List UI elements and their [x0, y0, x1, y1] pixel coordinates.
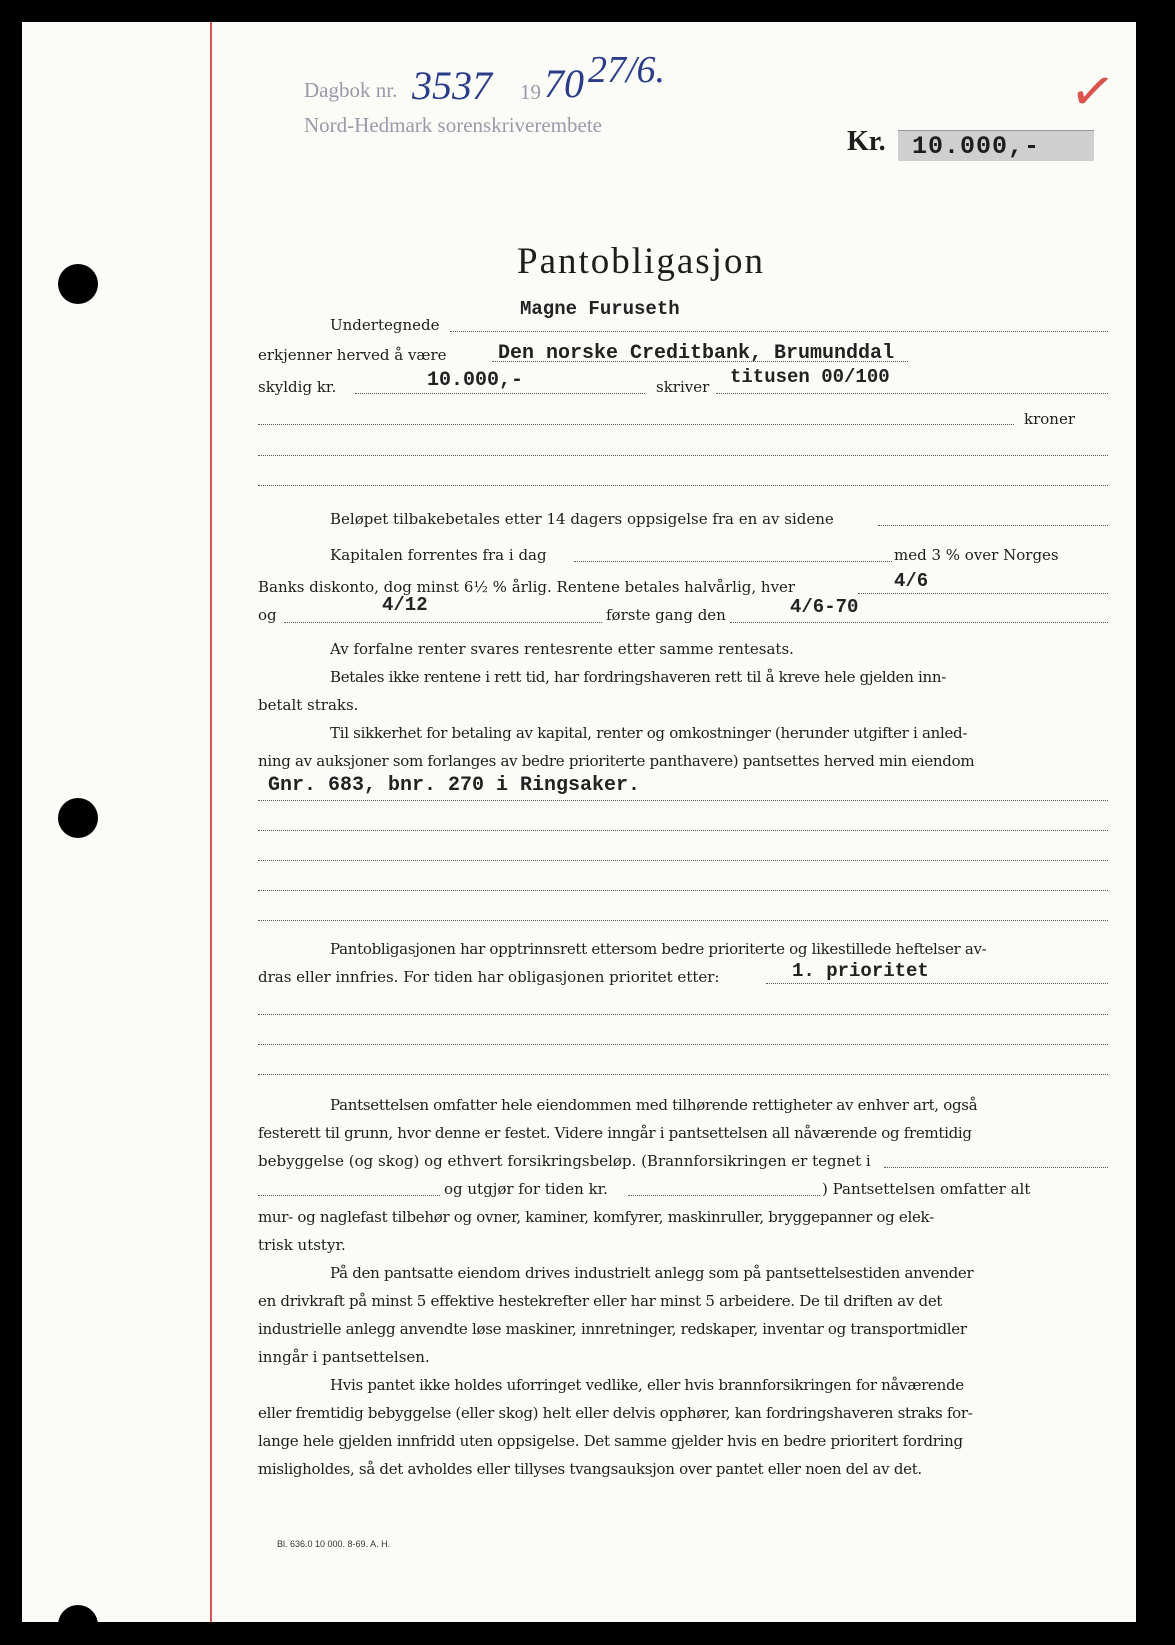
stamp-line1: Dagbok nr. — [304, 78, 398, 102]
body-text: Til sikkerhet for betaling av kapital, renter og omkostninger (herunder utgifter i anled- — [330, 724, 968, 742]
body-text: Pantsettelsen omfatter hele eiendommen med tilhørende rettigheter av enhver art, også — [330, 1096, 978, 1114]
dotted-line — [284, 622, 602, 623]
priority-value: 1. prioritet — [792, 960, 929, 982]
dotted-line — [258, 890, 1108, 891]
kroner-label: kroner — [1024, 410, 1075, 428]
dotted-line — [258, 830, 1108, 831]
dotted-line — [628, 1195, 820, 1196]
stamp-year-prefix: 19 — [520, 80, 541, 104]
dotted-line — [258, 424, 1014, 425]
stamp-number: 3537 — [412, 63, 492, 108]
stamp-line2: Nord-Hedmark sorenskriverembete — [304, 113, 602, 137]
body-text: mur- og naglefast tilbehør og ovner, kaminer, komfyrer, maskinruller, bryggepanner og elek- — [258, 1208, 934, 1226]
body-text: og — [258, 606, 277, 624]
dotted-line — [878, 525, 1108, 526]
body-text: Hvis pantet ikke holdes uforringet vedlike, eller hvis brannforsikringen for nåværende — [330, 1376, 964, 1394]
dotted-line — [258, 485, 1108, 486]
undertegnede-value: Magne Furuseth — [520, 298, 680, 320]
body-text: ) Pantsettelsen omfatter alt — [822, 1180, 1031, 1198]
body-text: ning av auksjoner som forlanges av bedre prioriterte panthavere) pantsettes herved min eiendom — [258, 752, 975, 770]
body-text: festerett til grunn, hvor denne er festet. Videre inngår i pantsettelsen all nåværende og fremtidig — [258, 1124, 972, 1142]
body-text: industrielle anlegg anvendte løse maskiner, innretninger, redskaper, inventar og transportmidler — [258, 1320, 967, 1338]
body-text: Kapitalen forrentes fra i dag — [330, 546, 547, 564]
body-text: misligholdes, så det avholdes eller tillyses tvangsauksjon over pantet eller noen del av det. — [258, 1460, 922, 1478]
amount-label: Kr. — [847, 126, 886, 157]
stamp-year: 70 — [544, 61, 584, 106]
dotted-line — [884, 1167, 1108, 1168]
body-text: og utgjør for tiden kr. — [444, 1180, 608, 1198]
rentedato-2: 4/12 — [382, 594, 428, 616]
dotted-line — [574, 561, 892, 562]
dotted-line — [450, 331, 1108, 332]
document-page — [22, 22, 1136, 1622]
property-value: Gnr. 683, bnr. 270 i Ringsaker. — [268, 774, 641, 797]
body-text: lange hele gjelden innfridd uten oppsigelse. Det samme gjelder hvis en bedre prioritert fordring — [258, 1432, 963, 1450]
skyldig-value: 10.000,- — [427, 369, 524, 392]
rentedato-1: 4/6 — [894, 570, 929, 592]
punch-hole — [58, 1605, 98, 1645]
body-text: På den pantsatte eiendom drives industrielt anlegg som på pantsettelsestiden anvender — [330, 1264, 974, 1282]
body-text: Banks diskonto, dog minst 6½ % årlig. Rentene betales halvårlig, hver — [258, 578, 796, 596]
body-text: Beløpet tilbakebetales etter 14 dagers oppsigelse fra en av sidene — [330, 510, 834, 528]
punch-hole — [58, 798, 98, 838]
dotted-line — [258, 455, 1108, 456]
dotted-line — [258, 800, 1108, 801]
dotted-line — [258, 1014, 1108, 1015]
stamp-date: 27/6. — [588, 49, 666, 91]
dotted-line — [730, 622, 1108, 623]
body-text: en drivkraft på minst 5 effektive hestekrefter eller har minst 5 arbeidere. De til driften av det — [258, 1292, 943, 1310]
punch-hole — [58, 264, 98, 304]
body-text: første gang den — [606, 606, 726, 624]
skyldig-label: skyldig kr. — [258, 378, 337, 396]
red-margin-line — [210, 22, 212, 1622]
dotted-line — [258, 1074, 1108, 1075]
body-text: trisk utstyr. — [258, 1236, 346, 1254]
body-text: inngår i pantsettelsen. — [258, 1348, 430, 1366]
dotted-line — [858, 593, 1108, 594]
dotted-line — [258, 1195, 440, 1196]
body-text: eller fremtidig bebyggelse (eller skog) helt eller delvis opphører, kan fordringshaveren straks for- — [258, 1404, 973, 1422]
document-title: Pantobligasjon — [517, 241, 765, 282]
body-text: betalt straks. — [258, 696, 359, 714]
dotted-line — [716, 393, 1108, 394]
body-text: Av forfalne renter svares rentesrente etter samme rentesats. — [330, 640, 794, 658]
body-text: Betales ikke rentene i rett tid, har fordringshaveren rett til å kreve hele gjelden inn- — [330, 668, 947, 686]
dotted-line — [355, 393, 645, 394]
form-footer: Bl. 636.0 10 000. 8-69. A. H. — [277, 1539, 391, 1549]
red-check-mark-icon: ✓ — [1065, 59, 1120, 125]
dotted-line — [258, 860, 1108, 861]
skriver-value: titusen 00/100 — [730, 366, 890, 388]
body-text: bebyggelse (og skog) og ethvert forsikringsbeløp. (Brannforsikringen er tegnet i — [258, 1152, 871, 1170]
amount-value: 10.000,- — [912, 132, 1041, 161]
body-text: dras eller innfries. For tiden har obligasjonen prioritet etter: — [258, 968, 720, 986]
body-text: med 3 % over Norges — [894, 546, 1059, 564]
body-text: Pantobligasjonen har opptrinnsrett ettersom bedre prioriterte og likestillede heftelser av- — [330, 940, 987, 958]
undertegnede-label: Undertegnede — [330, 316, 440, 334]
forste-gang-dato: 4/6-70 — [790, 596, 859, 618]
dotted-line — [766, 983, 1108, 984]
dotted-line — [258, 920, 1108, 921]
erkjenner-label: erkjenner herved å være — [258, 346, 447, 364]
skriver-label: skriver — [656, 378, 710, 396]
dotted-line — [258, 1044, 1108, 1045]
erkjenner-value: Den norske Creditbank, Brumunddal — [498, 342, 895, 365]
